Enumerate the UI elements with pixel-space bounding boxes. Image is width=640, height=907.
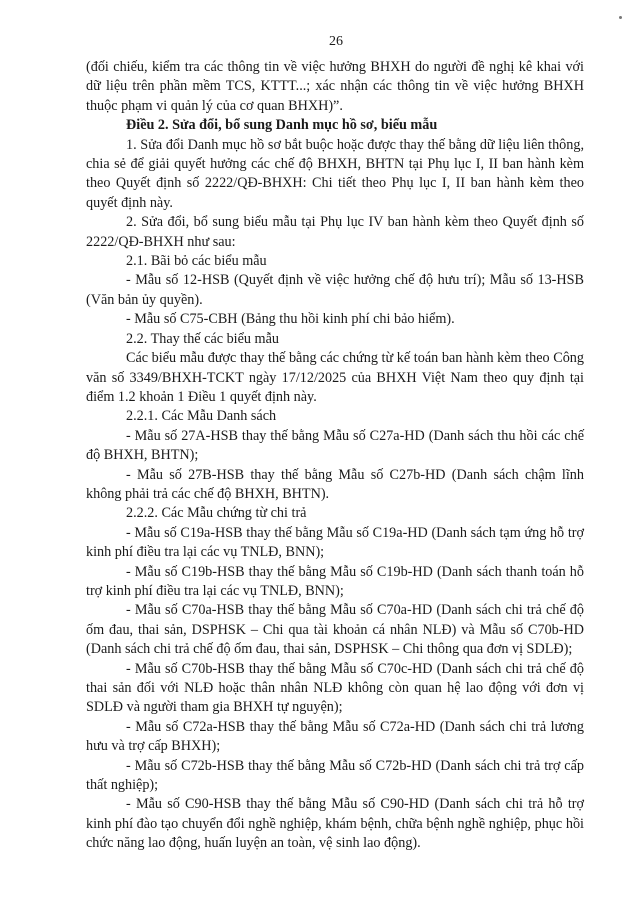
page-number: 26: [329, 34, 343, 49]
paragraph: - Mẫu số C90-HSB thay thế bằng Mẫu số C90-HD (Danh sách chi trả hỗ trợ kinh phí đào tạo chuyển đổi nghề nghiệp, khám bệnh, chữa bệnh nghề nghiệp, phục hồi chức năng lao động, huấn luyện an toàn, vệ sinh lao động).: [86, 796, 584, 852]
paragraph: - Mẫu số C70a-HSB thay thế bằng Mẫu số C70a-HD (Danh sách chi trả chế độ ốm đau, thai sản, DSPHSK – Chi qua tài khoản cá nhân NLĐ) và Mẫu số C70b-HD (Danh sách chi trả chế độ ốm đau, thai sản, DSPHSK – Chi thông qua đơn vị SDLĐ);: [86, 602, 584, 658]
paragraph: - Mẫu số 12-HSB (Quyết định về việc hưởng chế độ hưu trí); Mẫu số 13-HSB (Văn bản ủy quyền).: [86, 272, 584, 308]
paragraph: Các biểu mẫu được thay thế bằng các chứng từ kế toán ban hành kèm theo Công văn số 3349/BHXH-TCKT ngày 17/12/2025 của BHXH Việt Nam theo quy định tại điểm 1.2 khoản 1 Điều 1 quyết định này.: [86, 350, 584, 405]
paragraph: 1. Sửa đổi Danh mục hồ sơ bắt buộc hoặc được thay thế bằng dữ liệu liên thông, chia sẻ để giải quyết hưởng các chế độ BHXH, BHTN tại Phụ lục I, II ban hành kèm theo Quyết định số 2222/QĐ-BHXH: Chi tiết theo Phụ lục I, II ban hành kèm theo quyết định này.: [86, 136, 584, 211]
paragraph: 2.2.2. Các Mẫu chứng từ chi trả: [126, 505, 307, 522]
section-heading: Điều 2. Sửa đổi, bổ sung Danh mục hồ sơ, biểu mẫu: [126, 117, 438, 134]
paragraph: 2.1. Bãi bỏ các biểu mẫu: [126, 253, 267, 270]
paragraph: - Mẫu số 27B-HSB thay thế bằng Mẫu số C27b-HD (Danh sách chậm lĩnh không phải trả các chế độ BHXH, BHTN).: [86, 466, 584, 502]
paragraph: 2. Sửa đổi, bổ sung biểu mẫu tại Phụ lục IV ban hành kèm theo Quyết định số 2222/QĐ-BHXH như sau:: [86, 214, 584, 250]
document-body: [86, 58, 584, 854]
paragraph: - Mẫu số C72a-HSB thay thế bằng Mẫu số C72a-HD (Danh sách chi trả lương hưu và trợ cấp BHXH);: [86, 718, 584, 755]
paragraph: - Mẫu số C72b-HSB thay thế bằng Mẫu số C72b-HD (Danh sách chi trả trợ cấp thất nghiệp);: [86, 757, 584, 794]
paragraph: (đối chiếu, kiểm tra các thông tin về việc hưởng BHXH do người đề nghị kê khai với dữ liệu trên phần mềm TCS, KTTT...; xác nhận các thông tin về việc hưởng BHXH thuộc phạm vi quản lý của cơ quan BHXH)”.: [86, 59, 584, 114]
paragraph: - Mẫu số C19a-HSB thay thế bằng Mẫu số C19a-HD (Danh sách tạm ứng hỗ trợ kinh phí điều tra lại các vụ TNLĐ, BNN);: [86, 524, 584, 561]
scan-speck: [619, 16, 622, 19]
paragraph: 2.2.1. Các Mẫu Danh sách: [126, 408, 277, 425]
paragraph: - Mẫu số C70b-HSB thay thế bằng Mẫu số C70c-HD (Danh sách chi trả chế độ thai sản đối với NLĐ hoặc thân nhân NLĐ không còn quan hệ lao động với đơn vị SDLĐ và người tham gia BHXH tự nguyện);: [86, 660, 584, 716]
paragraph: - Mẫu số C19b-HSB thay thế bằng Mẫu số C19b-HD (Danh sách thanh toán hỗ trợ kinh phí điều tra lại các vụ TNLĐ, BNN);: [86, 563, 584, 599]
paragraph: - Mẫu số C75-CBH (Bảng thu hồi kinh phí chi bảo hiểm).: [126, 311, 455, 328]
paragraph: - Mẫu số 27A-HSB thay thế bằng Mẫu số C27a-HD (Danh sách thu hồi các chế độ BHXH, BHTN);: [86, 427, 584, 464]
paragraph: 2.2. Thay thế các biểu mẫu: [126, 330, 279, 347]
